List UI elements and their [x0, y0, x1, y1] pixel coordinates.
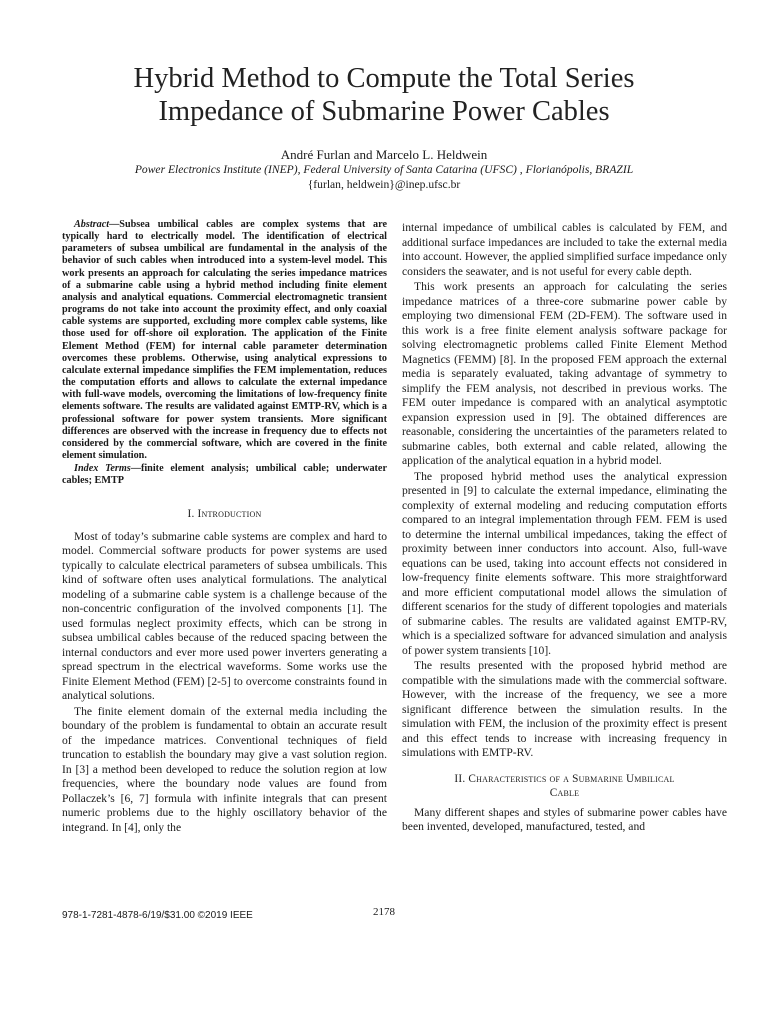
intro-paragraph-6: The results presented with the proposed hybrid method are compatible with the simulations made with the commercial software. However, with the increase of the frequency, we see a more significant difference between the simulation results. In the simulation with FEM, the inclusion of the proximity effect is present and this effect tends to increase with increasing frequency in simulations with EMTP-RV.	[402, 659, 727, 759]
author-affiliation: Power Electronics Institute (INEP), Federal University of Santa Catarina (UFSC) , Florianópolis, BRAZIL	[134, 163, 634, 176]
abstract-lead: Abstract	[74, 219, 110, 230]
footer-copyright: 978-1-7281-4878-6/19/$31.00 ©2019 IEEE	[62, 910, 253, 921]
author-email: {furlan, heldwein}@inep.ufsc.br	[307, 178, 461, 191]
index-terms-text: —finite element analysis; umbilical cable; underwater cables; EMTP	[62, 463, 387, 487]
intro-paragraph-4: This work presents an approach for calculating the series impedance matrices of a three-core submarine power cable by employing two dimensional FEM (2D-FEM). The software used in this work is a free finite element analysis software package for solving electromagnetic problems called Finite Element Method Magnetics (FEMM) [8]. In the proposed FEM approach the external media is separately evaluated, taking advantage of symmetry to simplify the FEM analysis, not described in previous works. The FEM outer impedance is compared with an analytical asymptotic expansion expression used in [9]. The obtained differences are reasonable, considering the uncertainties of the parameters related to submarine cables, both external and cable related, allowing the application of the analytical equation in a hybrid model.	[402, 280, 727, 467]
intro-paragraph-2: The finite element domain of the external media including the boundary of the problem is fundamental to obtain an accurate result of the impedance matrices. Conventional techniques of field truncation to establish the boundary may give a vast solution region. In [3] a method been developed to reduce the solution region at low frequencies, where the boundary node values are found from Pollaczek’s [6, 7] formula with infinite integrals that can present numeric problems due to the highly oscillatory behavior of the integrand. In [4], only the	[62, 704, 387, 834]
section2-paragraph-1: Many different shapes and styles of submarine power cables have been invented, developed, manufactured, tested, and	[402, 805, 727, 833]
author-list: André Furlan and Marcelo L. Heldwein	[280, 147, 488, 162]
index-terms-lead: Index Terms	[74, 463, 131, 475]
section2-heading-line-1: II. Characteristics of a Submarine Umbilical	[454, 772, 675, 785]
intro-paragraph-5: The proposed hybrid method uses the analytical expression presented in [9] to calculate the external impedance, eliminating the complexity of external modeling and reducing computation efforts compared to an integral implementation through FEM. FEM is used to determine the internal umbilical impedances, taking the effect of proximity between inner conductors into account. Also, full-wave equations can be used, taking into account effects not considered in low-frequency finite elements software. This more straightforward and more efficient computational model allows the simulation of different scenarios for the study of different topologies and materials of submarine cables. The results are validated against EMTP-RV, which is a specialized software for advanced simulation and analysis of power system transients [10].	[402, 469, 727, 657]
intro-paragraph-1: Most of today’s submarine cable systems are complex and hard to model. Commercial software products for power systems are used typically to calculate electrical parameters of subsea umbilicals. This kind of software often uses analytical formulations. The analytical modeling of a submarine cable system is a challenge because of the non-concentric configuration of the involved components [1]. The used formulas neglect proximity effects, which can be strong in subsea umbilical cables because of the reduced spacing between the internal conductors and ever more used power inverters generating a spread spectrum in the electrical waveforms. Some works use the Finite Element Method (FEM) [2-5] to overcome constraints found in analytical solutions.	[62, 529, 387, 703]
title-line-1: Hybrid Method to Compute the Total Series	[133, 63, 635, 94]
right-column	[402, 221, 727, 835]
abstract	[62, 219, 387, 462]
title-line-2: Impedance of Submarine Power Cables	[158, 96, 610, 127]
index-terms	[62, 463, 387, 487]
left-column	[62, 219, 387, 835]
paper-title	[60, 62, 708, 128]
section-heading-characteristics	[402, 772, 727, 801]
section2-heading-line-2: Cable	[549, 787, 580, 799]
abstract-text: —Subsea umbilical cables are complex systems that are typically hard to electrically model. The identification of electrical parameters of subsea umbilical are fundamental in the analysis of the behavior of such cables when introduced into a system-level model. This work presents an approach for calculating the series impedance matrices of a submarine cable using a hybrid method including finite element analysis and analytical equations. Commercial electromagnetic transient programs do not take into account the proximity effect, and only coaxial cable systems are supported, excluding more complex cable systems, like those used for off-shore oil exploration. The application of the Finite Element Method (FEM) for internal cable parameter determination overcomes these problems. Otherwise, using analytical expressions to calculate external impedance simplifies the FEM implementation, reduces the computation efforts and allows to calculate the external impedance with full-wave models, overcoming the limitations of low-frequency finite elements software. The results are validated against EMTP-RV, which is a professional software for power system transients. More significant differences are observed with the increase in frequency due to effects not considered by the commercial software, which are covered in the finite element simulation.	[62, 219, 387, 461]
page-number: 2178	[373, 906, 395, 918]
section-heading-introduction: I. Introduction	[187, 508, 262, 521]
intro-paragraph-3: internal impedance of umbilical cables is calculated by FEM, and additional surface impedances are included to take the external media into account. However, the applied simplified surface impedance only considers the seawater, and is not useful for every cable depth.	[402, 221, 727, 278]
